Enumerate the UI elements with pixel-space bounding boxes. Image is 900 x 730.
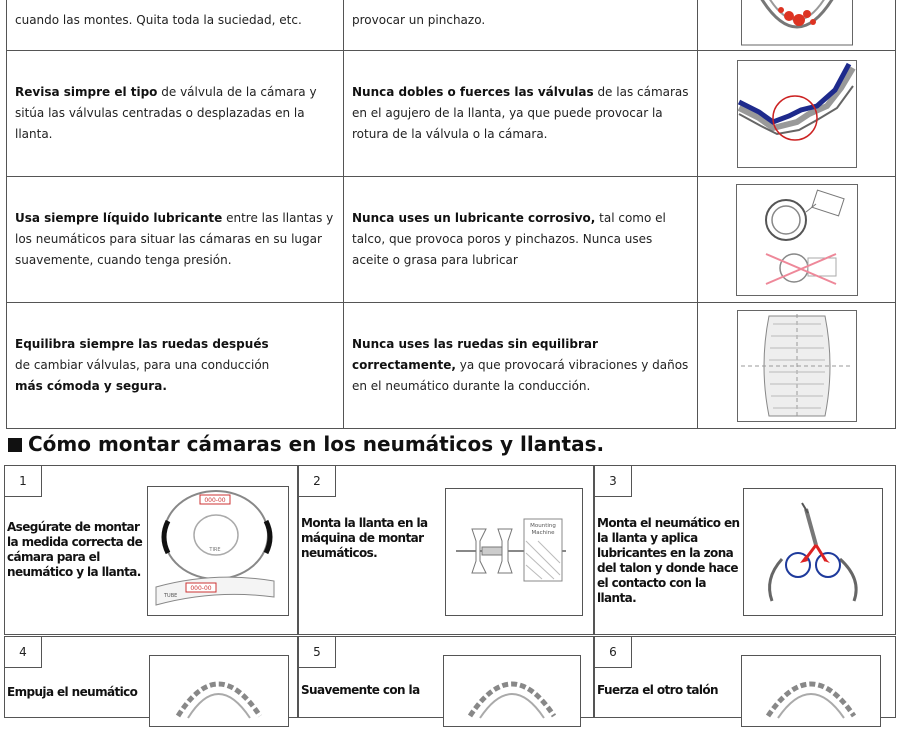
rule-dont-bold: Nunca uses las ruedas sin equilibrar correctamente, (352, 337, 598, 372)
step-card (4, 465, 298, 635)
size-label-bottom: 000-00 (190, 585, 212, 592)
machine-label-2: Machine (531, 530, 555, 536)
step-text: Suavemente con la (301, 683, 420, 697)
step-card (298, 636, 594, 718)
table-row (7, 303, 896, 429)
size-label-top: 000-00 (204, 497, 226, 504)
rule-dont-cell (344, 303, 698, 429)
push-tire-icon (149, 655, 289, 727)
rule-image-cell (698, 0, 896, 51)
section-title-text: Cómo montar cámaras en los neumáticos y llantas. (28, 432, 605, 456)
step-text: Empuja el neumático (7, 685, 138, 699)
tube-label: TUBE (164, 593, 178, 599)
rule-do-cell (7, 51, 344, 177)
valve-position-icon (737, 60, 857, 168)
step-number: 4 (5, 637, 42, 668)
rule-do-text: de cambiar válvulas, para una conducción (15, 358, 270, 372)
tire-damage-icon (741, 0, 853, 46)
step-card (594, 465, 896, 635)
rule-do-cell (7, 177, 344, 303)
rule-do-bold: Equilibra siempre las ruedas después (15, 337, 269, 351)
rule-image-cell (698, 177, 896, 303)
lubricant-icon (736, 184, 858, 296)
mounting-machine-icon (445, 488, 583, 616)
step-number: 5 (299, 637, 336, 668)
rule-dont-text: ya que provocará vibraciones y daños en el neumático durante la conducción. (352, 358, 689, 393)
step-number: 3 (595, 466, 632, 497)
section-title (8, 432, 604, 456)
step-card (4, 636, 298, 718)
rule-image-cell (698, 303, 896, 429)
rule-dont-cell (344, 0, 698, 51)
rule-do-text: entre las llantas y los neumáticos para situar las cámaras en su lugar suavemente, cuando tenga presión. (15, 211, 334, 267)
step-card (594, 636, 896, 718)
rule-dont-cell (344, 177, 698, 303)
square-bullet-icon (8, 438, 22, 452)
wheel-balance-icon (737, 310, 857, 422)
table-row (7, 177, 896, 303)
rule-do-cell (7, 303, 344, 429)
rule-dont-cell (344, 51, 698, 177)
rule-do-bold-2: más cómoda y segura. (15, 379, 167, 393)
step-card (298, 465, 594, 635)
tube-size-icon (147, 486, 289, 616)
rule-image-cell (698, 51, 896, 177)
step-text: Monta la llanta en la máquina de montar neumáticos. (301, 516, 428, 560)
step-number: 2 (299, 466, 336, 497)
table-row (7, 0, 896, 51)
rule-do-bold: Usa siempre líquido lubricante (15, 211, 223, 225)
table-row (7, 51, 896, 177)
rule-do-cell (7, 0, 344, 51)
force-bead-icon (741, 655, 881, 727)
rule-do-bold: Revisa simpre el tipo (15, 85, 158, 99)
gently-mount-icon (443, 655, 581, 727)
step-text: Monta el neumático en la llanta y aplica lubricantes en la zona del talon y donde hace el contacto con la llanta. (597, 516, 740, 605)
rule-dont-text: de las cámaras en el agujero de la llanta, ya que puede provocar la rotura de la válvula o la cámara. (352, 85, 689, 141)
step-text: Fuerza el otro talón (597, 683, 718, 697)
step-number: 6 (595, 637, 632, 668)
rule-do-text: de válvula de la cámara y sitúa las válvulas centradas o desplazadas en la llanta. (15, 85, 317, 141)
lubricate-bead-icon (743, 488, 883, 616)
rule-dont-text: tal como el talco, que provoca poros y pinchazos. Nunca uses aceite o grasa para lubricar (352, 211, 666, 267)
rule-dont-bold: Nunca dobles o fuerces las válvulas (352, 85, 594, 99)
rule-dont-text: provocar un pinchazo. (352, 13, 486, 27)
machine-label-1: Mounting (530, 523, 556, 529)
tire-label: TIRE (209, 547, 221, 553)
rules-table (6, 0, 896, 429)
rule-dont-bold: Nunca uses un lubricante corrosivo, (352, 211, 596, 225)
rule-do-text: cuando las montes. Quita toda la suciedad, etc. (15, 13, 302, 27)
step-number: 1 (5, 466, 42, 497)
step-text: Asegúrate de montar la medida correcta de cámara para el neumático y la llanta. (7, 520, 143, 579)
